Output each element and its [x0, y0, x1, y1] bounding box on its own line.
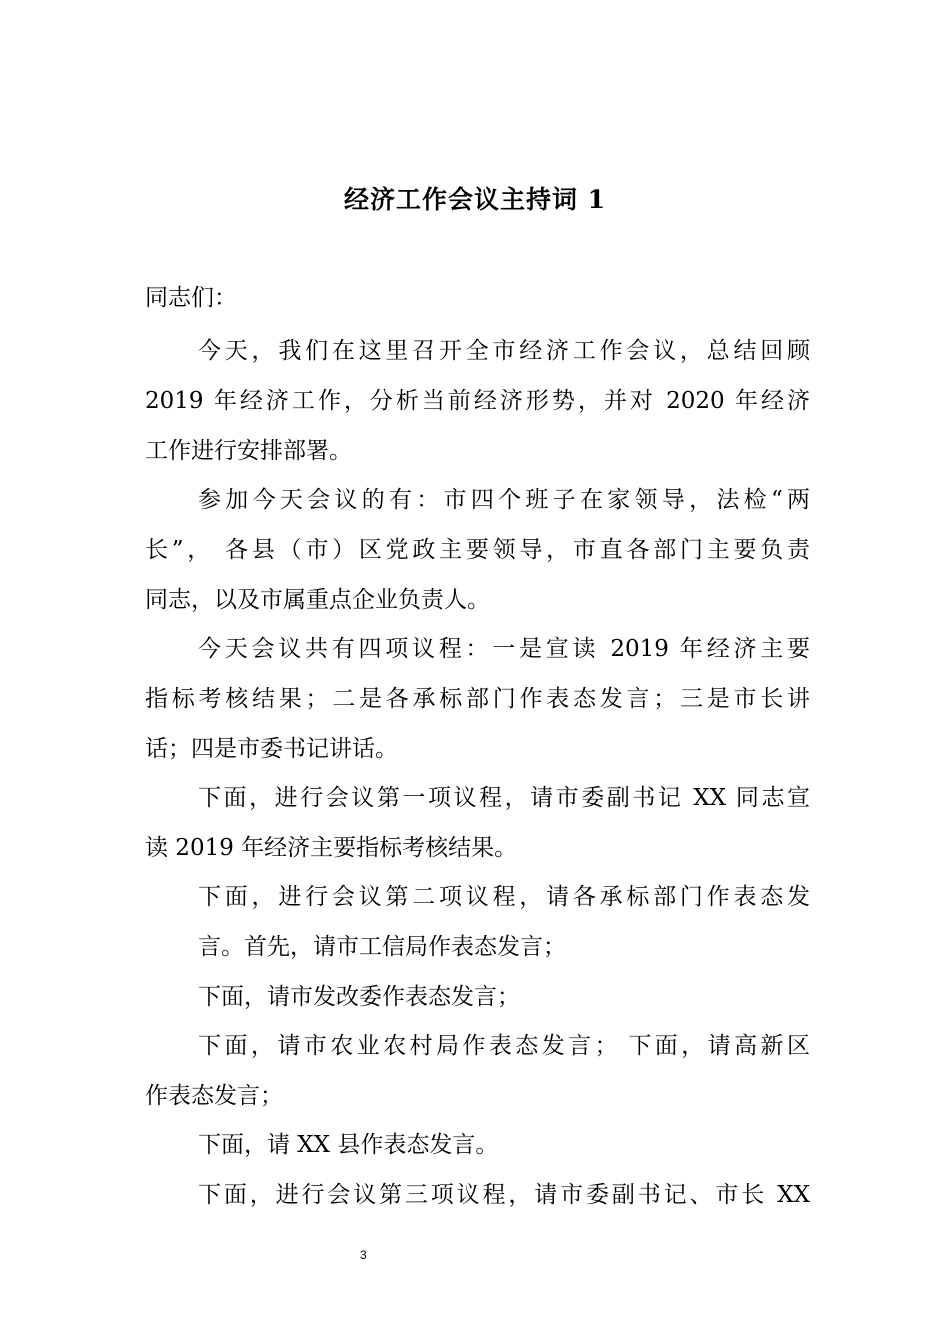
paragraph-line: 指标考核结果；二是各承标部门作表态发言；三是市长讲 [145, 686, 810, 712]
paragraph-line: 同志，以及市属重点企业负责人。 [145, 587, 490, 613]
paragraph-line: 作表态发言； [145, 1083, 283, 1109]
paragraph-line: 2019 年经济工作，分析当前经济形势，并对 2020 年经济 [145, 388, 810, 414]
paragraph-line: 下面，进行会议第二项议程，请各承标部门作表态发 [198, 884, 810, 910]
document-title: 经济工作会议主持词 1 [343, 185, 607, 214]
salutation: 同志们： [145, 285, 237, 311]
paragraph-line: 读 2019 年经济主要指标考核结果。 [145, 835, 518, 861]
paragraph-line: 下面，请市农业农村局作表态发言； 下面，请高新区 [198, 1033, 810, 1059]
paragraph-line: 下面，请 XX 县作表态发言。 [198, 1132, 499, 1158]
paragraph-line: 工作进行安排部署。 [145, 438, 352, 464]
paragraph-line: 话；四是市委书记讲话。 [145, 736, 398, 762]
paragraph-line: 今天会议共有四项议程：一是宣读 2019 年经济主要 [198, 636, 810, 662]
page-number: 3 [360, 1248, 367, 1262]
paragraph-line: 今天，我们在这里召开全市经济工作会议，总结回顾 [198, 338, 810, 364]
paragraph-line: 参加今天会议的有：市四个班子在家领导，法检“两 [198, 487, 810, 513]
paragraph-line: 长”， 各县（市）区党政主要领导，市直各部门主要负责 [145, 537, 810, 563]
paragraph-line: 下面，进行会议第一项议程，请市委副书记 XX 同志宣 [198, 785, 810, 811]
paragraph-line: 言。首先，请市工信局作表态发言； [198, 934, 566, 960]
paragraph-line: 下面，请市发改委作表态发言； [198, 984, 520, 1010]
paragraph-line: 下面，进行会议第三项议程，请市委副书记、市长 XX [198, 1182, 810, 1208]
